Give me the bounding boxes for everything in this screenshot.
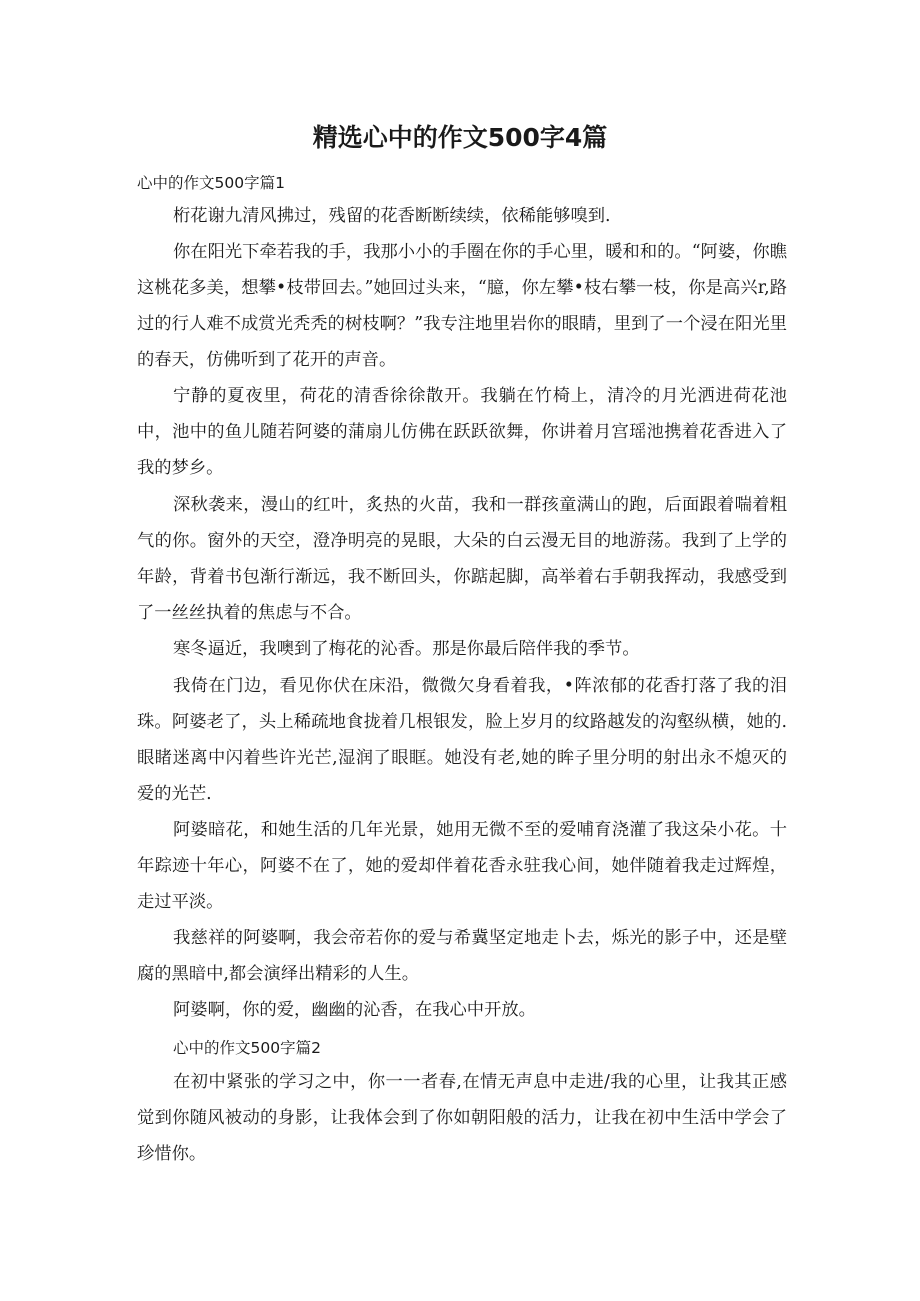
paragraph: 桁花谢九清风拂过，残留的花香断断续续，依稀能够嗅到. — [173, 206, 611, 226]
paragraph: 在初中紧张的学习之中，你一一者春,在情无声息中走进/我的心里，让我其正感觉到你随风被动的身影，让我体会到了你如朝阳般的活力，让我在初中生活中学会了珍惜你。 — [137, 1072, 787, 1164]
paragraph: 深秋袭来，漫山的红叶，炙热的火苗，我和一群孩童满山的跑，后面跟着喘着粗气的你。窗外的天空，澄净明亮的晃眼，大朵的白云漫无目的地游荡。我到了上学的年龄，背着书包渐行渐远，我不断回头，你踮起脚，高举着右手朝我挥动，我感受到了一丝丝执着的焦虑与不合。 — [137, 495, 787, 623]
paragraph: 阿婆啊，你的爱，幽幽的沁香，在我心中开放。 — [173, 1000, 536, 1020]
paragraph: 阿婆暗花，和她生活的几年光景，她用无微不至的爱哺育浇灌了我这朵小花。十年踪迹十年心，阿婆不在了，她的爱却伴着花香永驻我心间，她伴随着我走过辉煌，走过平淡。 — [137, 820, 787, 912]
section-heading-1: 心中的作文500字篇1 — [137, 174, 285, 192]
paragraph: 宁静的夏夜里，荷花的清香徐徐散开。我躺在竹椅上，清冷的月光洒进荷花池中，池中的鱼儿随若阿婆的蒲扇儿仿佛在跃跃欲舞，你讲着月宫瑶池携着花香进入了我的梦乡。 — [137, 386, 787, 478]
paragraph: 我倚在门边，看见你伏在床沿，微微欠身看着我，•阵浓郁的花香打落了我的泪珠。阿婆老了，头上稀疏地食拢着几根银发，脸上岁月的纹路越发的沟壑纵横，她的.眼睹迷离中闪着些许光芒,湿润了眼眶。她没有老,她的眸子里分明的射出永不熄灭的爱的光芒. — [137, 676, 787, 804]
section-heading-2: 心中的作文500字篇2 — [173, 1039, 321, 1057]
paragraph: 你在阳光下牵若我的手，我那小小的手圈在你的手心里，暖和和的。“阿婆，你瞧这桃花多美，想攀•枝带回去。”她回过头来，“臆，你左攀•枝右攀一枝，你是高兴r,路过的行人难不成赏光秃秃的树枝啊？”我专注地里岩你的眼睛，里到了一个浸在阳光里的春天，仿佛听到了花开的声音。 — [137, 242, 787, 370]
document-title: 精选心中的作文500字4篇 — [312, 123, 608, 152]
paragraph: 寒冬逼近，我噢到了梅花的沁香。那是你最后陪伴我的季节。 — [173, 639, 640, 659]
paragraph: 我慈祥的阿婆啊，我会帝若你的爱与希冀坚定地走卜去，烁光的影子中，还是壁腐的黑暗中,都会演绎出精彩的人生。 — [137, 928, 787, 984]
